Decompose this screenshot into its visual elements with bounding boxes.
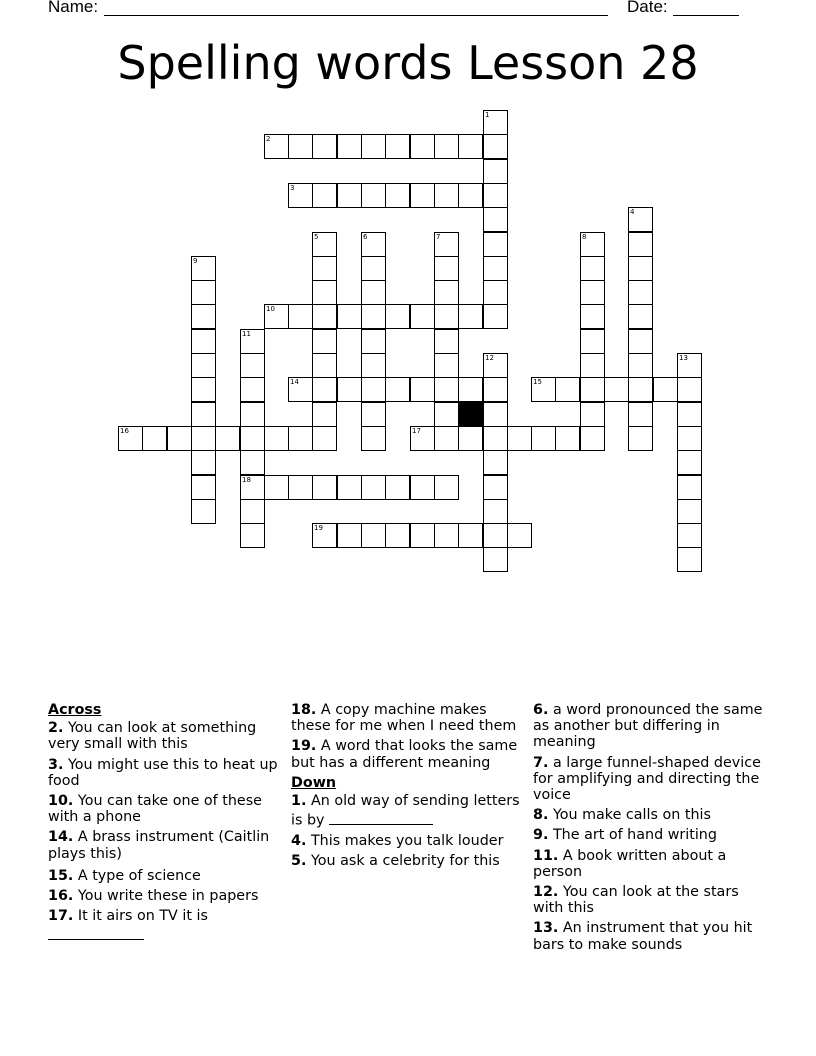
crossword-cell[interactable]: [118, 426, 143, 451]
crossword-cell[interactable]: [312, 475, 337, 500]
crossword-cell[interactable]: [434, 183, 459, 208]
crossword-cell[interactable]: [677, 547, 702, 572]
clue-number: 4: [630, 208, 635, 216]
crossword-cell[interactable]: [312, 256, 337, 281]
crossword-cell[interactable]: [677, 499, 702, 524]
clue-down-9: 9. The art of hand writing: [533, 827, 717, 844]
clue-number: 8: [582, 233, 587, 241]
crossword-cell[interactable]: [507, 523, 532, 548]
clues-column-2: [291, 702, 523, 873]
clue-number: 17: [412, 427, 421, 435]
crossword-cell[interactable]: [288, 426, 313, 451]
crossword-cell[interactable]: [531, 377, 556, 402]
crossword-cell[interactable]: [580, 256, 605, 281]
crossword-cell[interactable]: [507, 426, 532, 451]
clue-across-3: 3. You might use this to heat up food: [48, 756, 278, 789]
clue-down-8: 8. You make calls on this: [533, 807, 711, 824]
crossword-cell[interactable]: [312, 183, 337, 208]
crossword-cell[interactable]: [580, 280, 605, 305]
crossword-cell[interactable]: [434, 329, 459, 354]
clue-down-4: 4. This makes you talk louder: [291, 832, 504, 849]
crossword-cell[interactable]: [580, 232, 605, 257]
crossword-cell[interactable]: [191, 304, 216, 329]
crossword-cell[interactable]: [191, 450, 216, 475]
crossword-cell[interactable]: [361, 426, 386, 451]
crossword-cell[interactable]: [483, 183, 508, 208]
clue-across-14: 14. A brass instrument (Caitlin plays this): [48, 829, 270, 862]
crossword-cell[interactable]: [410, 377, 435, 402]
clues-column-3: [533, 702, 765, 957]
crossword-cell[interactable]: [361, 134, 386, 159]
crossword-cell[interactable]: [628, 280, 653, 305]
crossword-cell[interactable]: [361, 402, 386, 427]
crossword-cell[interactable]: [483, 547, 508, 572]
crossword-cell[interactable]: [677, 402, 702, 427]
crossword-cell[interactable]: [240, 402, 265, 427]
crossword-cell[interactable]: [312, 232, 337, 257]
crossword-cell[interactable]: [312, 280, 337, 305]
crossword-cell[interactable]: [653, 377, 678, 402]
crossword-cell[interactable]: [191, 426, 216, 451]
crossword-cell[interactable]: [361, 256, 386, 281]
crossword-cell[interactable]: [434, 134, 459, 159]
clue-down-12: 12. You can look at the stars with this: [533, 884, 739, 917]
crossword-cell[interactable]: [483, 304, 508, 329]
crossword-cell[interactable]: [483, 280, 508, 305]
crossword-cell[interactable]: [337, 523, 362, 548]
clue-down-1: 1. An old way of sending letters is by: [291, 793, 520, 829]
page-title: Spelling words Lesson 28: [117, 36, 699, 90]
clue-number: 9: [193, 257, 198, 265]
down-heading: Down: [291, 774, 337, 791]
clue-number: 6: [363, 233, 368, 241]
crossword-cell[interactable]: [580, 304, 605, 329]
crossword-cell[interactable]: [483, 134, 508, 159]
crossword-cell[interactable]: [288, 183, 313, 208]
crossword-cell[interactable]: [191, 377, 216, 402]
crossword-cell[interactable]: [483, 377, 508, 402]
crossword-cell[interactable]: [191, 256, 216, 281]
crossword-cell[interactable]: [677, 450, 702, 475]
crossword-cell[interactable]: [240, 377, 265, 402]
crossword-cell[interactable]: [458, 377, 483, 402]
crossword-cell[interactable]: [458, 183, 483, 208]
crossword-cell[interactable]: [677, 523, 702, 548]
crossword-cell[interactable]: [191, 280, 216, 305]
crossword-cell[interactable]: [483, 207, 508, 232]
crossword-cell[interactable]: [628, 353, 653, 378]
crossword-cell[interactable]: [264, 426, 289, 451]
crossword-cell[interactable]: [240, 329, 265, 354]
crossword-cell[interactable]: [628, 402, 653, 427]
crossword-cell[interactable]: [483, 523, 508, 548]
crossword-cell[interactable]: [191, 499, 216, 524]
crossword-cell[interactable]: [312, 377, 337, 402]
crossword-cell[interactable]: [240, 523, 265, 548]
crossword-cell[interactable]: [555, 377, 580, 402]
crossword-cell[interactable]: [288, 304, 313, 329]
crossword-cell[interactable]: [361, 280, 386, 305]
crossword-cell[interactable]: [483, 402, 508, 427]
crossword-cell[interactable]: [191, 329, 216, 354]
crossword-cell[interactable]: [312, 353, 337, 378]
crossword-cell[interactable]: [580, 426, 605, 451]
crossword-cell[interactable]: [337, 183, 362, 208]
crossword-cell[interactable]: [628, 256, 653, 281]
clue-across-18: 18. A copy machine makes these for me when I need them: [291, 702, 517, 735]
crossword-cell[interactable]: [458, 523, 483, 548]
crossword-cell[interactable]: [580, 329, 605, 354]
crossword-cell[interactable]: [167, 426, 192, 451]
crossword-cell[interactable]: [264, 475, 289, 500]
clue-number: 1: [485, 111, 490, 119]
crossword-cell[interactable]: [240, 475, 265, 500]
clue-number: 12: [485, 354, 494, 362]
crossword-cell[interactable]: [312, 134, 337, 159]
crossword-cell[interactable]: [410, 475, 435, 500]
crossword-cell[interactable]: [264, 304, 289, 329]
clue-number: 11: [242, 330, 251, 338]
clue-number: 18: [242, 476, 251, 484]
crossword-cell[interactable]: [312, 426, 337, 451]
clue-across-2: 2. You can look at something very small with this: [48, 720, 257, 753]
clue-across-16: 16. You write these in papers: [48, 888, 259, 905]
crossword-cell[interactable]: [288, 377, 313, 402]
crossword-cell[interactable]: [434, 523, 459, 548]
crossword-cell[interactable]: [458, 304, 483, 329]
crossword-cell[interactable]: [361, 377, 386, 402]
answer-blank: [329, 809, 433, 824]
crossword-cell[interactable]: [361, 183, 386, 208]
crossword-cell[interactable]: [677, 353, 702, 378]
crossword-cell[interactable]: [483, 232, 508, 257]
clue-number: 14: [290, 378, 299, 386]
crossword-cell[interactable]: [361, 232, 386, 257]
crossword-cell[interactable]: [385, 304, 410, 329]
clue-number: 3: [290, 184, 295, 192]
crossword-cell[interactable]: [240, 499, 265, 524]
crossword-cell[interactable]: [580, 402, 605, 427]
crossword-cell[interactable]: [580, 377, 605, 402]
crossword-cell[interactable]: [385, 377, 410, 402]
crossword-cell[interactable]: [191, 402, 216, 427]
crossword-cell[interactable]: [604, 377, 629, 402]
crossword-cell[interactable]: [434, 402, 459, 427]
clue-number: 2: [266, 135, 271, 143]
crossword-cell[interactable]: [410, 426, 435, 451]
crossword-cell[interactable]: [483, 499, 508, 524]
clue-down-6: 6. a word pronounced the same as another but differing in meaning: [533, 702, 763, 751]
crossword-cell[interactable]: [264, 134, 289, 159]
clue-across-10: 10. You can take one of these with a phone: [48, 793, 262, 826]
crossword-cell[interactable]: [677, 377, 702, 402]
crossword-cell[interactable]: [483, 426, 508, 451]
crossword-cell[interactable]: [434, 353, 459, 378]
crossword-cell[interactable]: [483, 475, 508, 500]
crossword-cell[interactable]: [312, 402, 337, 427]
crossword-cell[interactable]: [385, 475, 410, 500]
clue-across-15: 15. A type of science: [48, 867, 201, 884]
crossword-cell[interactable]: [361, 523, 386, 548]
crossword-cell[interactable]: [191, 353, 216, 378]
answer-blank: [48, 924, 144, 939]
crossword-cell[interactable]: [410, 523, 435, 548]
crossword-cell[interactable]: [628, 207, 653, 232]
crossword-cell[interactable]: [677, 475, 702, 500]
clue-number: 16: [120, 427, 129, 435]
clue-number: 15: [533, 378, 542, 386]
black-square: [458, 402, 483, 427]
clue-down-13: 13. An instrument that you hit bars to make sounds: [533, 920, 753, 953]
crossword-cell[interactable]: [312, 304, 337, 329]
clue-down-7: 7. a large funnel-shaped device for amplifying and directing the voice: [533, 754, 761, 804]
crossword-cell[interactable]: [361, 329, 386, 354]
crossword-cell[interactable]: [385, 183, 410, 208]
crossword-cell[interactable]: [240, 426, 265, 451]
crossword-cell[interactable]: [240, 450, 265, 475]
crossword-cell[interactable]: [580, 353, 605, 378]
crossword-cell[interactable]: [410, 183, 435, 208]
crossword-cell[interactable]: [483, 110, 508, 135]
clue-number: 13: [679, 354, 688, 362]
crossword-cell[interactable]: [434, 256, 459, 281]
crossword-cell[interactable]: [385, 134, 410, 159]
crossword-cell[interactable]: [288, 475, 313, 500]
date-label: Date:: [627, 0, 668, 16]
clue-number: 7: [436, 233, 441, 241]
crossword-cell[interactable]: [215, 426, 240, 451]
crossword-cell[interactable]: [483, 353, 508, 378]
crossword-cell[interactable]: [555, 426, 580, 451]
crossword-cell[interactable]: [628, 304, 653, 329]
clue-number: 10: [266, 305, 275, 313]
crossword-cell[interactable]: [434, 475, 459, 500]
crossword-cell[interactable]: [434, 304, 459, 329]
crossword-cell[interactable]: [483, 256, 508, 281]
crossword-cell[interactable]: [337, 304, 362, 329]
clue-number: 19: [314, 524, 323, 532]
crossword-cell[interactable]: [458, 134, 483, 159]
crossword-cell[interactable]: [628, 426, 653, 451]
crossword-cell[interactable]: [361, 475, 386, 500]
clues-column-1: [48, 702, 280, 948]
crossword-cell[interactable]: [483, 450, 508, 475]
crossword-cell[interactable]: [483, 159, 508, 184]
crossword-cell[interactable]: [434, 280, 459, 305]
crossword-cell[interactable]: [240, 353, 265, 378]
clue-number: 5: [314, 233, 319, 241]
crossword-cell[interactable]: [410, 304, 435, 329]
clue-across-17: 17. It it airs on TV it is: [48, 908, 280, 944]
crossword-cell[interactable]: [337, 377, 362, 402]
crossword-cell[interactable]: [191, 475, 216, 500]
crossword-cell[interactable]: [628, 232, 653, 257]
crossword-cell[interactable]: [434, 232, 459, 257]
crossword-cell[interactable]: [142, 426, 167, 451]
crossword-cell[interactable]: [312, 523, 337, 548]
clue-down-5: 5. You ask a celebrity for this: [291, 852, 500, 869]
crossword-cell[interactable]: [337, 475, 362, 500]
across-heading: Across: [48, 702, 102, 718]
crossword-cell[interactable]: [337, 134, 362, 159]
crossword-cell[interactable]: [458, 426, 483, 451]
crossword-cell[interactable]: [385, 523, 410, 548]
crossword-cell[interactable]: [628, 377, 653, 402]
crossword-cell[interactable]: [288, 134, 313, 159]
crossword-cell[interactable]: [434, 426, 459, 451]
name-label: Name:: [48, 0, 99, 16]
crossword-cell[interactable]: [410, 134, 435, 159]
crossword-cell[interactable]: [628, 329, 653, 354]
crossword-cell[interactable]: [312, 329, 337, 354]
clue-across-19: 19. A word that looks the same but has a different meaning: [291, 738, 518, 771]
clue-down-11: 11. A book written about a person: [533, 847, 727, 880]
crossword-cell[interactable]: [434, 377, 459, 402]
crossword-cell[interactable]: [361, 353, 386, 378]
crossword-cell[interactable]: [361, 304, 386, 329]
crossword-cell[interactable]: [677, 426, 702, 451]
crossword-cell[interactable]: [531, 426, 556, 451]
